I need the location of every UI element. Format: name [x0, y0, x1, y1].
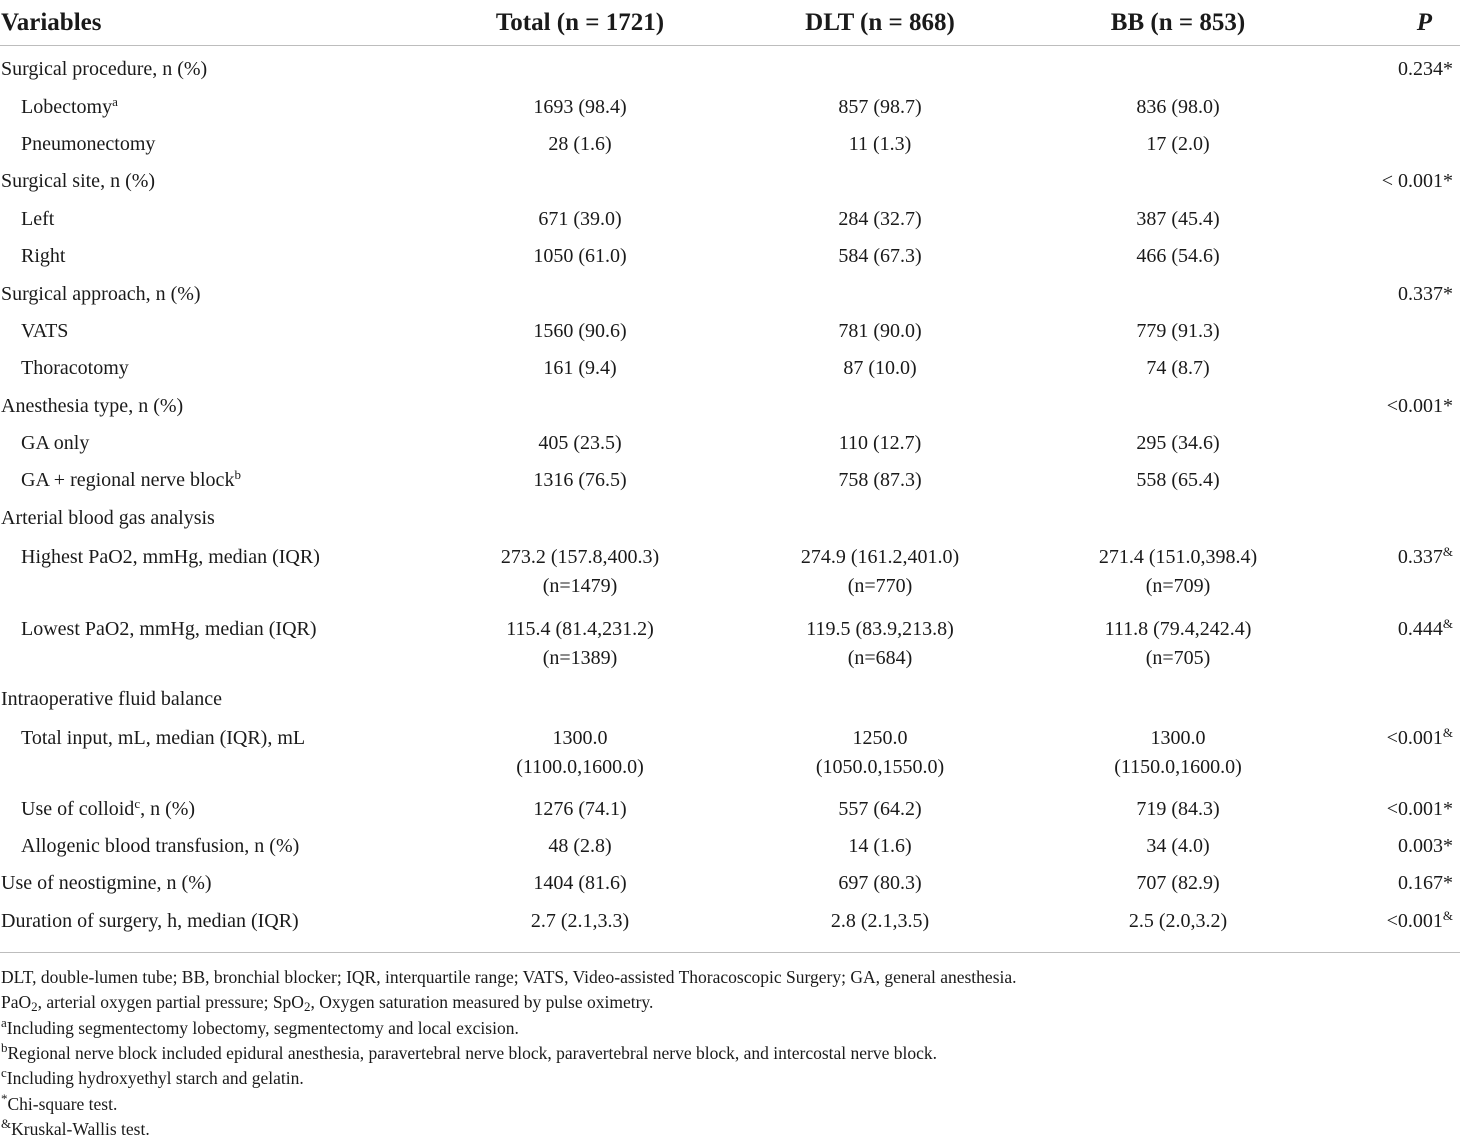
total-cell: 115.4 (81.4,231.2) (n=1389) — [506, 618, 654, 670]
p-value: <0.001& — [1386, 907, 1453, 932]
total-cell: 1300.0 (1100.0,1600.0) — [516, 727, 644, 779]
p-value: <0.001& — [1386, 725, 1453, 750]
table-row — [0, 201, 1460, 238]
header-bb: BB (n = 853) — [1030, 0, 1326, 46]
total-cell: 1316 (76.5) — [533, 469, 627, 492]
table-row — [0, 609, 1460, 681]
table-header — [0, 0, 1460, 46]
row-label: Lobectomy$^a$ — [21, 93, 118, 118]
dlt-cell: 119.5 (83.9,213.8) (n=684) — [806, 618, 954, 670]
footnote-kruskal-wallis: &Kruskal-Wallis test. — [1, 1115, 150, 1139]
table-row — [0, 163, 1460, 200]
row-label: GA only — [21, 432, 90, 455]
bb-cell: 466 (54.6) — [1136, 245, 1220, 268]
row-label: Highest PaO2, mmHg, median (IQR) — [21, 546, 320, 569]
dlt-cell: 274.9 (161.2,401.0) (n=770) — [800, 546, 960, 598]
table-row — [0, 313, 1460, 350]
footnote-c: $^c$Including hydroxyethyl starch and gelatin. — [1, 1065, 304, 1089]
dlt-cell: 557 (64.2) — [838, 797, 922, 820]
table-row — [0, 500, 1460, 537]
table-row — [0, 238, 1460, 275]
bb-cell: 295 (34.6) — [1136, 432, 1220, 455]
p-value: <0.001* — [1386, 394, 1453, 417]
total-cell: 405 (23.5) — [538, 432, 622, 455]
total-cell: 48 (2.8) — [548, 835, 612, 858]
p-value: 0.003* — [1398, 835, 1453, 858]
table-row — [0, 126, 1460, 163]
bb-cell: 2.5 (2.0,3.2) — [1128, 909, 1228, 932]
total-cell: 1050 (61.0) — [533, 245, 627, 268]
bb-cell: 719 (84.3) — [1136, 797, 1220, 820]
footnote-a: $^a$Including segmentectomy lobectomy, segmentectomy and local excision. — [1, 1014, 519, 1038]
row-label: Surgical site, n (%) — [1, 170, 156, 193]
table-row — [0, 88, 1460, 125]
row-label: Surgical procedure, n (%) — [1, 58, 208, 81]
bb-cell: 387 (45.4) — [1136, 207, 1220, 230]
total-cell: 28 (1.6) — [548, 132, 612, 155]
bb-cell: 34 (4.0) — [1146, 835, 1210, 858]
dlt-cell: 1250.0 (1050.0,1550.0) — [815, 727, 945, 779]
dlt-cell: 758 (87.3) — [838, 469, 922, 492]
row-label: Lowest PaO2, mmHg, median (IQR) — [21, 618, 317, 641]
table-row — [0, 681, 1460, 718]
row-label: Total input, mL, median (IQR), mL — [21, 727, 306, 750]
row-label: Use of colloid$^c$, n (%) — [21, 795, 196, 820]
total-cell: 1404 (81.6) — [533, 872, 627, 895]
row-label: Right — [21, 245, 66, 268]
dlt-cell: 2.8 (2.1,3.5) — [830, 909, 930, 932]
table-footnotes — [0, 952, 1460, 1142]
footnote-abbreviations-2: PaO$_2$, arterial oxygen partial pressure; SpO$_2$, Oxygen saturation measured by pulse oximetry. — [1, 992, 654, 1015]
table-row — [0, 828, 1460, 865]
table-row — [0, 865, 1460, 902]
dlt-cell: 87 (10.0) — [843, 357, 917, 380]
table-row — [0, 275, 1460, 312]
row-label: Arterial blood gas analysis — [1, 506, 215, 529]
bb-cell: 271.4 (151.0,398.4) (n=709) — [1098, 546, 1258, 598]
row-label: Left — [21, 207, 55, 230]
total-cell: 161 (9.4) — [543, 357, 617, 380]
p-value: 0.234* — [1398, 58, 1453, 81]
header-total: Total (n = 1721) — [430, 0, 730, 46]
row-label: Surgical approach, n (%) — [1, 282, 201, 305]
row-label: Duration of surgery, h, median (IQR) — [1, 909, 299, 932]
p-value: 0.167* — [1398, 872, 1453, 895]
row-label: Allogenic blood transfusion, n (%) — [21, 835, 300, 858]
header-p: P — [1326, 0, 1460, 46]
header-variables: Variables — [0, 0, 430, 46]
bb-cell: 707 (82.9) — [1136, 872, 1220, 895]
header-dlt: DLT (n = 868) — [730, 0, 1030, 46]
row-label: Thoracotomy — [21, 357, 129, 380]
bb-cell: 17 (2.0) — [1146, 132, 1210, 155]
row-label: Anesthesia type, n (%) — [1, 394, 184, 417]
bb-cell: 779 (91.3) — [1136, 319, 1220, 342]
p-value: 0.337* — [1398, 282, 1453, 305]
dlt-cell: 857 (98.7) — [838, 95, 922, 118]
table-row — [0, 462, 1460, 499]
p-value: 0.444& — [1397, 616, 1453, 641]
dlt-cell: 11 (1.3) — [848, 132, 912, 155]
dlt-cell: 584 (67.3) — [838, 245, 922, 268]
bb-cell: 836 (98.0) — [1136, 95, 1220, 118]
total-cell: 2.7 (2.1,3.3) — [530, 909, 630, 932]
dlt-cell: 14 (1.6) — [848, 835, 912, 858]
bb-cell: 1300.0 (1150.0,1600.0) — [1114, 727, 1242, 779]
row-label: Pneumonectomy — [21, 132, 156, 155]
footnote-chi-square: *Chi-square test. — [1, 1090, 118, 1114]
total-cell: 1276 (74.1) — [533, 797, 627, 820]
footnote-b: $^b$Regional nerve block included epidural anesthesia, paravertebral nerve block, paravertebral nerve block, and intercostal nerve block. — [1, 1039, 938, 1063]
table-row — [0, 388, 1460, 425]
table-row — [0, 718, 1460, 790]
table-body — [0, 46, 1460, 953]
row-label: Intraoperative fluid balance — [1, 688, 222, 711]
row-label: Use of neostigmine, n (%) — [1, 872, 212, 895]
bb-cell: 111.8 (79.4,242.4) (n=705) — [1104, 618, 1252, 670]
bb-cell: 74 (8.7) — [1146, 357, 1210, 380]
header-row — [0, 0, 1460, 46]
table-row — [0, 425, 1460, 462]
bb-cell: 558 (65.4) — [1136, 469, 1220, 492]
row-label: GA + regional nerve block$^b$ — [21, 467, 241, 492]
table-row — [0, 903, 1460, 952]
dlt-cell: 284 (32.7) — [838, 207, 922, 230]
dlt-cell: 697 (80.3) — [838, 872, 922, 895]
p-value: 0.337& — [1397, 544, 1453, 569]
p-value: <0.001* — [1386, 797, 1453, 820]
table-row — [0, 537, 1460, 609]
total-cell: 1560 (90.6) — [533, 319, 627, 342]
total-cell: 273.2 (157.8,400.3) (n=1479) — [500, 546, 660, 598]
total-cell: 671 (39.0) — [538, 207, 622, 230]
dlt-cell: 781 (90.0) — [838, 319, 922, 342]
table-row — [0, 46, 1460, 89]
table-row — [0, 790, 1460, 827]
footnote-abbreviations: DLT, double-lumen tube; BB, bronchial blocker; IQR, interquartile range; VATS, Video-assisted Thoracoscopic Surgery; GA, general anesthesia. — [1, 967, 1017, 988]
table-row — [0, 350, 1460, 387]
dlt-cell: 110 (12.7) — [838, 432, 922, 455]
row-label: VATS — [21, 319, 69, 342]
p-value: < 0.001* — [1381, 170, 1453, 193]
total-cell: 1693 (98.4) — [533, 95, 627, 118]
